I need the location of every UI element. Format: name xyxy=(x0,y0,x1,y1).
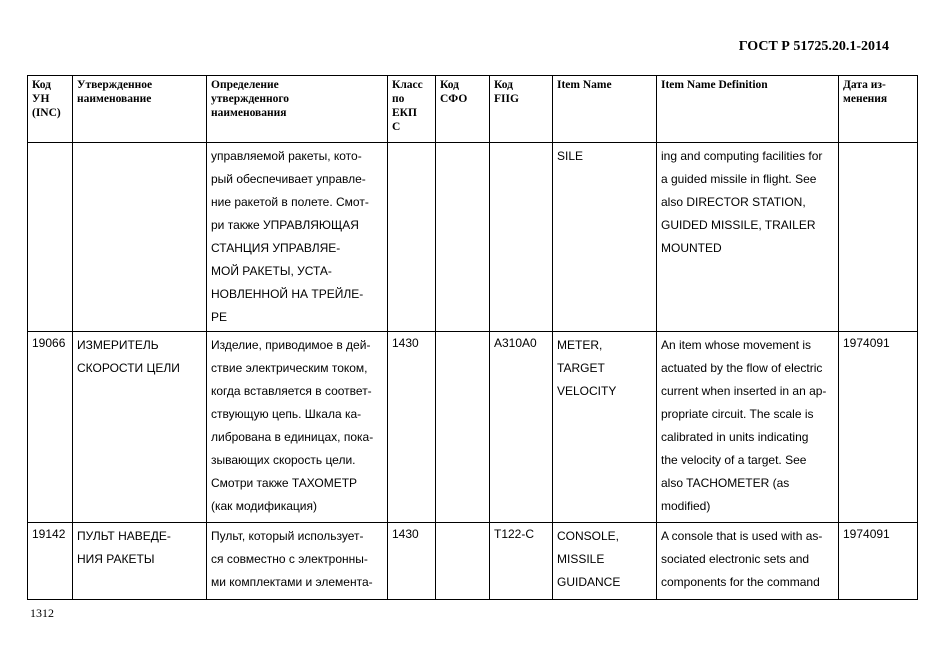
header-line: Класс xyxy=(392,79,423,91)
cell-code: 19066 xyxy=(28,332,73,523)
cell-line: рый обеспечивает управле- xyxy=(211,172,366,186)
cell-line: РЕ xyxy=(211,310,228,324)
cell-line: also DIRECTOR STATION, xyxy=(661,195,806,209)
cell-line: ся совместно с электронны- xyxy=(211,552,368,566)
cell-line: МОЙ РАКЕТЫ, УСТА- xyxy=(211,264,332,278)
table-header-row xyxy=(28,76,918,143)
cell-line: НОВЛЕННОЙ НА ТРЕЙЛЕ- xyxy=(211,287,364,301)
cell-fiig: A310A0 xyxy=(490,332,553,523)
header-approved-name xyxy=(73,76,207,143)
header-line: наименования xyxy=(211,107,287,119)
header-line: Item Name xyxy=(557,79,612,91)
header-line: Item Name Definition xyxy=(661,79,768,91)
cell-line: An item whose movement is xyxy=(661,338,812,352)
cell-line: либрована в единицах, пока- xyxy=(211,430,374,444)
cell-line: TARGET xyxy=(557,361,605,375)
cell-sfo xyxy=(436,523,490,600)
cell-line: ИЗМЕРИТЕЛЬ xyxy=(77,338,159,352)
header-line: Код xyxy=(440,79,460,91)
header-line: (INC) xyxy=(32,107,61,119)
cell-line: actuated by the flow of electric xyxy=(661,361,823,375)
cell-line: METER, xyxy=(557,338,603,352)
cell-line: GUIDED MISSILE, TRAILER xyxy=(661,218,816,232)
cell-line: ствующую цепь. Шкала ка- xyxy=(211,407,362,421)
cell-line: the velocity of a target. See xyxy=(661,453,807,467)
cell-date: 1974091 xyxy=(839,523,918,600)
cell-approved-name xyxy=(73,332,207,523)
cell-class xyxy=(388,143,436,332)
cell-line: propriate circuit. The scale is xyxy=(661,407,814,421)
header-line: ЕКП xyxy=(392,107,417,119)
header-item-name xyxy=(553,76,657,143)
cell-line: a guided missile in flight. See xyxy=(661,172,817,186)
cell-line: current when inserted in an ap- xyxy=(661,384,827,398)
cell-definition xyxy=(207,143,388,332)
cell-line: calibrated in units indicating xyxy=(661,430,809,444)
header-line: наименование xyxy=(77,93,152,105)
header-line: по xyxy=(392,93,405,105)
header-code-sfo xyxy=(436,76,490,143)
header-code-inc xyxy=(28,76,73,143)
cell-line: A console that is used with as- xyxy=(661,529,823,543)
cell-definition xyxy=(207,332,388,523)
cell-line: НИЯ РАКЕТЫ xyxy=(77,552,155,566)
header-line: Дата из- xyxy=(843,79,886,91)
cell-line: modified) xyxy=(661,499,711,513)
header-line: Код xyxy=(32,79,52,91)
cell-line: VELOCITY xyxy=(557,384,617,398)
cell-line: Смотри также ТАХОМЕТР xyxy=(211,476,358,490)
table-row xyxy=(28,523,918,600)
cell-line: управляемой ракеты, кото- xyxy=(211,149,362,163)
header-date-changed xyxy=(839,76,918,143)
cell-approved-name xyxy=(73,143,207,332)
cell-sfo xyxy=(436,332,490,523)
cell-code xyxy=(28,143,73,332)
cell-line: СТАНЦИЯ УПРАВЛЯЕ- xyxy=(211,241,341,255)
cell-date xyxy=(839,143,918,332)
cell-class: 1430 xyxy=(388,332,436,523)
cell-line: ри также УПРАВЛЯЮЩАЯ xyxy=(211,218,359,232)
cell-item-name xyxy=(553,332,657,523)
header-line: УН xyxy=(32,93,50,105)
cell-line: Пульт, который использует- xyxy=(211,529,364,543)
table-row xyxy=(28,332,918,523)
header-line: Код xyxy=(494,79,514,91)
header-code-fiig xyxy=(490,76,553,143)
cell-line: ing and computing facilities for xyxy=(661,149,823,163)
header-item-name-definition xyxy=(657,76,839,143)
header-line: менения xyxy=(843,93,888,105)
cell-line: MOUNTED xyxy=(661,241,722,255)
classification-table xyxy=(27,75,918,600)
cell-item-definition xyxy=(657,143,839,332)
cell-line: (как модификация) xyxy=(211,499,317,513)
cell-item-definition xyxy=(657,523,839,600)
cell-line: СКОРОСТИ ЦЕЛИ xyxy=(77,361,180,375)
header-line: СФО xyxy=(440,93,468,105)
cell-line: CONSOLE, xyxy=(557,529,620,543)
cell-line: components for the command xyxy=(661,575,820,589)
cell-line: зывающих скорость цели. xyxy=(211,453,356,467)
cell-code: 19142 xyxy=(28,523,73,600)
cell-line: Изделие, приводимое в дей- xyxy=(211,338,371,352)
header-line: Определение xyxy=(211,79,279,91)
cell-line: also TACHOMETER (as xyxy=(661,476,790,490)
cell-line: ПУЛЬТ НАВЕДЕ- xyxy=(77,529,171,543)
cell-line: ние ракетой в полете. Смот- xyxy=(211,195,369,209)
cell-line: ствие электрическим током, xyxy=(211,361,368,375)
page-number: 1312 xyxy=(30,606,54,620)
cell-line: GUIDANCE xyxy=(557,575,621,589)
header-line: Утвержденное xyxy=(77,79,153,91)
cell-sfo xyxy=(436,143,490,332)
cell-item-name xyxy=(553,143,657,332)
cell-line: SILE xyxy=(557,149,584,163)
header-line: С xyxy=(392,121,401,133)
cell-fiig xyxy=(490,143,553,332)
cell-class: 1430 xyxy=(388,523,436,600)
header-line: FIIG xyxy=(494,93,519,105)
table-row xyxy=(28,143,918,332)
cell-date: 1974091 xyxy=(839,332,918,523)
header-class-ekps xyxy=(388,76,436,143)
cell-line: MISSILE xyxy=(557,552,605,566)
header-definition xyxy=(207,76,388,143)
standard-number: ГОСТ Р 51725.20.1-2014 xyxy=(738,39,889,54)
cell-definition xyxy=(207,523,388,600)
cell-item-name xyxy=(553,523,657,600)
cell-fiig: T122-C xyxy=(490,523,553,600)
cell-approved-name xyxy=(73,523,207,600)
cell-item-definition xyxy=(657,332,839,523)
cell-line: когда вставляется в соответ- xyxy=(211,384,372,398)
cell-line: sociated electronic sets and xyxy=(661,552,810,566)
header-line: утвержденного xyxy=(211,93,290,105)
cell-line: ми комплектами и элемента- xyxy=(211,575,373,589)
